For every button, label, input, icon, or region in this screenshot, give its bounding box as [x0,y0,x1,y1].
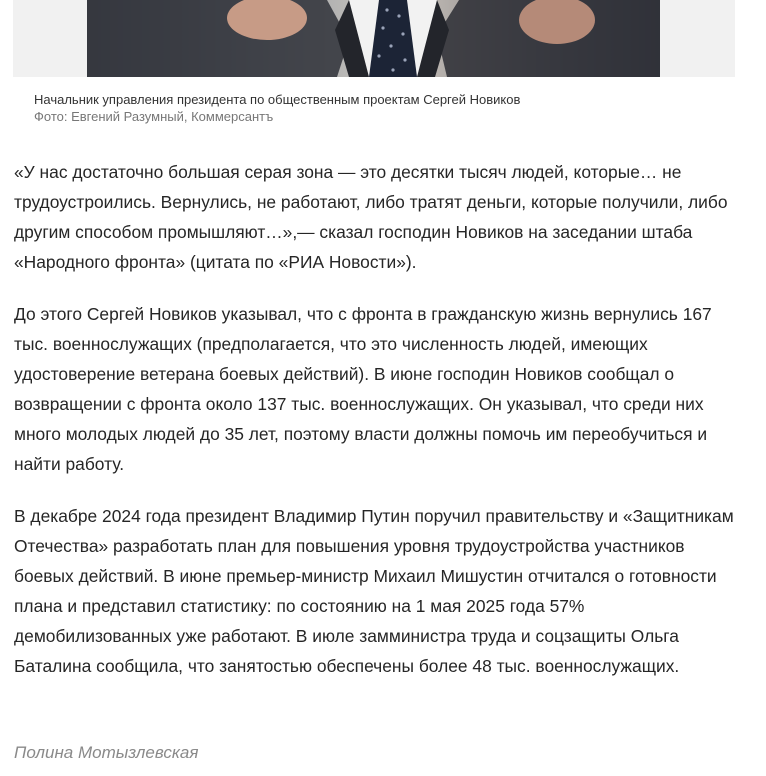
photo-illustration [87,0,660,77]
article-body [14,157,744,703]
article-paragraph-3: В декабре 2024 года президент Владимир Путин поручил правительству и «Защитникам Отечества» разработать план для повышения уровня трудоустройства участников боевых действий. В июне премьер-министр Михаил Мишустин отчитался о готовности плана и представил статистику: по состоянию на 1 мая 2025 года 57% демобилизованных уже работают. В июле замминистра труда и соцзащиты Ольга Баталина сообщила, что занятостью обеспечены более 48 тыс. военнослужащих. [14,506,734,676]
article-paragraph-1: «У нас достаточно большая серая зона — это десятки тысяч людей, которые… не трудоустроились. Вернулись, не работают, либо тратят деньги, которые получили, либо другим способом промышляют…»,— сказал господин Новиков на заседании штаба «Народного фронта» (цитата по «РИА Новости»). [14,162,728,272]
article-paragraph-2: До этого Сергей Новиков указывал, что с фронта в гражданскую жизнь вернулись 167 тыс. военнослужащих (предполагается, что это численность людей, имеющих удостоверение ветерана боевых действий). В июне господин Новиков сообщал о возвращении с фронта около 137 тыс. военнослужащих. Он указывал, что среди них много молодых людей до 35 лет, поэтому власти должны помочь им переобучиться и найти работу. [14,304,712,474]
article-author[interactable]: Полина Мотызлевская [14,743,199,762]
caption-credit: Фото: Евгений Разумный, Коммерсантъ [34,109,274,124]
article-photo[interactable] [87,0,660,77]
photo-frame [13,0,735,77]
caption-title: Начальник управления президента по общественным проектам Сергей Новиков [34,92,521,107]
photo-caption [34,91,520,125]
